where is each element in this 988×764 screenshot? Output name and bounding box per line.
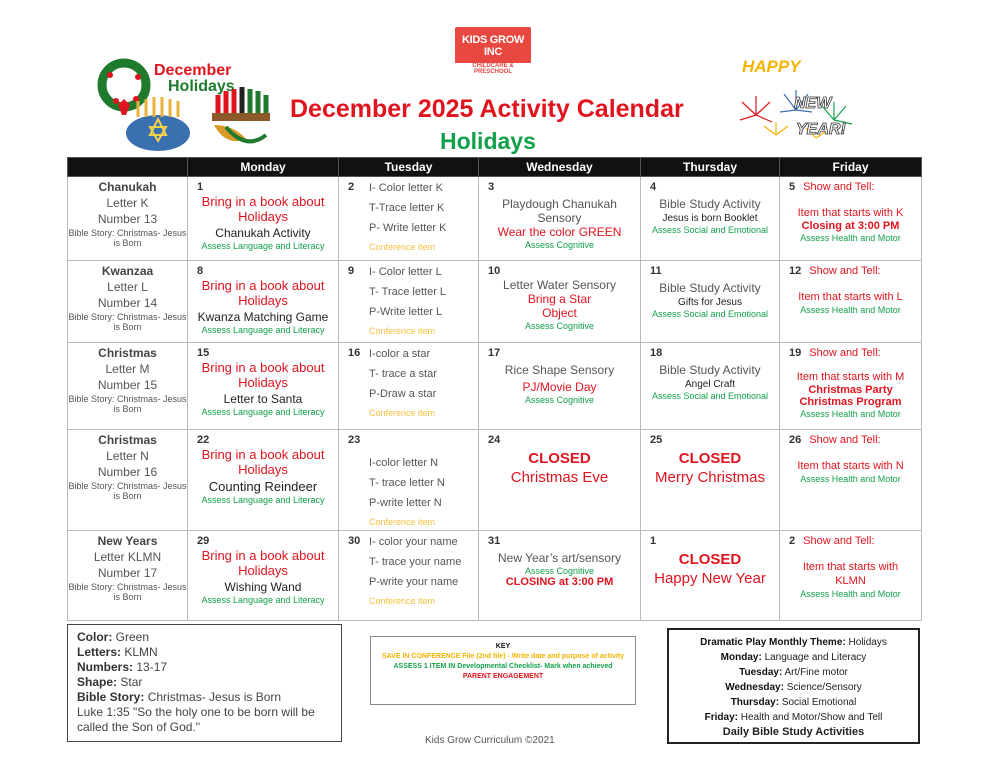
header-wednesday: Wednesday	[479, 158, 641, 177]
week-theme: New Years	[97, 534, 158, 548]
day-cell-friday	[780, 261, 922, 343]
assess-label: Assess Health and Motor	[800, 233, 901, 243]
assess-label: Assess Health and Motor	[800, 589, 901, 599]
friday-item: Item that starts with KLMN	[802, 561, 899, 587]
summary-numbers-value: 13-17	[136, 660, 168, 674]
closed-reason: Christmas Eve	[510, 469, 609, 486]
monday-book-note: Bring in a book about Holidays	[201, 447, 325, 477]
logo-line1: KIDS GROW INC	[461, 34, 525, 58]
theme-wednesday	[669, 680, 918, 695]
week-number: Number 16	[97, 465, 158, 479]
header-blank	[68, 158, 188, 177]
conference-item: Conference item	[369, 517, 436, 527]
assess-label: Assess Health and Motor	[800, 474, 901, 484]
key-box	[370, 636, 636, 705]
theme-monthly-value: Holidays	[848, 637, 887, 648]
assess-label: Assess Language and Literacy	[201, 595, 325, 605]
day-number: 3	[488, 181, 495, 193]
weekly-themes-box	[667, 628, 920, 744]
week-theme: Kwanzaa	[101, 264, 154, 278]
monday-activity: Kwanza Matching Game	[197, 310, 329, 324]
theme-friday-value: Health and Motor/Show and Tell	[740, 712, 883, 723]
day-cell-wednesday	[479, 430, 641, 531]
thursday-detail: Jesus is born Booklet	[662, 213, 758, 224]
footer-copyright: Kids Grow Curriculum ©2021	[425, 735, 555, 746]
closed-label: CLOSED	[528, 450, 591, 467]
week-number: Number 14	[97, 296, 158, 310]
day-cell-thursday	[641, 531, 780, 621]
summary-color	[77, 630, 332, 645]
day-cell-friday	[780, 343, 922, 430]
day-number: 1	[650, 535, 657, 547]
svg-text:Holidays: Holidays	[168, 78, 235, 95]
assess-label: Assess Cognitive	[524, 566, 595, 576]
day-cell-monday	[188, 261, 339, 343]
day-cell-thursday	[641, 430, 780, 531]
tuesday-line-3: P- Write letter K	[369, 222, 447, 234]
wednesday-activity: Letter Water Sensory	[503, 278, 616, 292]
day-cell-wednesday	[479, 261, 641, 343]
conference-item: Conference item	[369, 408, 436, 418]
day-number: 19	[789, 347, 802, 359]
day-cell-friday	[780, 531, 922, 621]
monday-book-note: Bring in a book about Holidays	[201, 278, 325, 308]
friday-extra-1: Closing at 3:00 PM	[801, 220, 900, 232]
summary-color-label: Color:	[77, 630, 113, 644]
summary-shape	[77, 675, 332, 690]
week-theme: Christmas	[98, 346, 157, 360]
assess-label: Assess Social and Emotional	[651, 225, 769, 235]
friday-item: Item that starts with M	[796, 371, 905, 383]
week-row	[68, 343, 922, 430]
show-and-tell-label: Show and Tell:	[803, 535, 875, 547]
week-story: Bible Story: Christmas- Jesus is Born	[68, 312, 187, 332]
wednesday-note: Wear the color GREEN	[497, 225, 622, 239]
assess-label: Assess Cognitive	[524, 395, 595, 405]
tuesday-line-3: P-Write letter L	[369, 306, 443, 318]
day-cell-wednesday	[479, 531, 641, 621]
assess-label: Assess Cognitive	[524, 240, 595, 250]
page-title: December 2025 Activity Calendar	[290, 95, 684, 123]
theme-tuesday	[669, 665, 918, 680]
day-number: 8	[197, 265, 204, 277]
day-number: 1	[197, 181, 204, 193]
week-row	[68, 531, 922, 621]
header-tuesday: Tuesday	[339, 158, 479, 177]
week-number: Number 17	[97, 566, 158, 580]
closed-reason: Happy New Year	[654, 570, 766, 587]
key-parent: PARENT ENGAGEMENT	[462, 673, 544, 680]
day-number: 23	[348, 434, 361, 446]
show-and-tell-label: Show and Tell:	[809, 347, 881, 359]
summary-verse: Luke 1:35 "So the holy one to be born will be called the Son of God."	[77, 705, 315, 734]
day-cell-tuesday	[339, 430, 479, 531]
show-and-tell-label: Show and Tell:	[803, 181, 875, 193]
day-cell-wednesday	[479, 343, 641, 430]
friday-extra-1: Christmas Party	[808, 384, 893, 396]
wednesday-activity: Rice Shape Sensory	[504, 363, 615, 377]
day-number: 10	[488, 265, 501, 277]
summary-numbers-label: Numbers:	[77, 660, 134, 674]
day-cell-monday	[188, 430, 339, 531]
tuesday-line-2: T- Trace letter L	[369, 286, 447, 298]
svg-text:December: December	[154, 62, 232, 79]
closed-reason: Merry Christmas	[654, 469, 765, 486]
ny-text-2: NEW	[794, 95, 832, 112]
tuesday-line-1: I-color letter N	[369, 457, 439, 469]
friday-head	[789, 434, 881, 446]
monday-activity: Letter to Santa	[223, 392, 303, 406]
week-row	[68, 177, 922, 261]
logo-line2: CHILDCARE & PRESCHOOL	[455, 63, 531, 75]
theme-friday-label: Friday:	[704, 712, 738, 723]
conference-item: Conference item	[369, 326, 436, 336]
theme-friday	[669, 710, 918, 725]
conference-item: Conference item	[369, 242, 436, 252]
day-cell-friday	[780, 177, 922, 261]
theme-monday-label: Monday:	[720, 652, 762, 663]
week-number: Number 15	[97, 378, 158, 392]
conference-item: Conference item	[369, 596, 436, 606]
kids-grow-logo	[455, 27, 531, 75]
theme-monday-value: Language and Literacy	[764, 652, 867, 663]
day-number: 30	[348, 535, 361, 547]
day-cell-monday	[188, 343, 339, 430]
week-number: Number 13	[97, 212, 158, 226]
tuesday-line-2: T- trace letter N	[369, 477, 445, 489]
header-friday: Friday	[780, 158, 922, 177]
week-row	[68, 430, 922, 531]
friday-item: Item that starts with K	[797, 207, 904, 219]
week-info	[68, 261, 188, 343]
show-and-tell-label: Show and Tell:	[809, 434, 881, 446]
theme-wednesday-value: Science/Sensory	[786, 682, 862, 693]
monday-book-note: Bring in a book about Holidays	[201, 360, 325, 390]
day-number: 9	[348, 265, 355, 277]
activity-calendar	[67, 157, 922, 621]
closed-label: CLOSED	[678, 551, 742, 568]
day-cell-friday	[780, 430, 922, 531]
week-story: Bible Story: Christmas- Jesus is Born	[68, 228, 187, 248]
tuesday-line-2: T-Trace letter K	[369, 202, 445, 214]
assess-label: Assess Cognitive	[524, 321, 595, 331]
day-cell-tuesday	[339, 261, 479, 343]
day-cell-tuesday	[339, 531, 479, 621]
monday-activity: Counting Reindeer	[208, 479, 318, 494]
wednesday-note: Bring a Star Object	[527, 292, 592, 320]
theme-thursday-label: Thursday:	[730, 697, 780, 708]
summary-letters-value: KLMN	[124, 645, 158, 659]
page-subtitle: Holidays	[440, 128, 536, 154]
week-letter: Letter L	[107, 280, 148, 294]
friday-item: Item that starts with N	[797, 460, 904, 472]
summary-story-label: Bible Story:	[77, 690, 145, 704]
friday-head	[789, 535, 874, 547]
assess-label: Assess Language and Literacy	[201, 495, 325, 505]
day-cell-thursday	[641, 261, 780, 343]
day-cell-tuesday	[339, 177, 479, 261]
week-letter: Letter M	[105, 362, 150, 376]
friday-head	[789, 347, 881, 359]
day-number: 24	[488, 434, 501, 446]
week-letter: Letter KLMN	[93, 550, 162, 564]
summary-numbers	[77, 660, 332, 675]
day-number: 2	[789, 535, 796, 547]
thursday-detail: Angel Craft	[684, 379, 736, 390]
day-number: 22	[197, 434, 210, 446]
monday-activity: Wishing Wand	[224, 580, 302, 594]
tuesday-line-3: P-write your name	[369, 576, 459, 588]
week-story: Bible Story: Christmas- Jesus is Born	[68, 582, 187, 602]
day-number: 12	[789, 265, 802, 277]
tuesday-line-2: T- trace a star	[369, 368, 437, 380]
day-number: 5	[789, 181, 796, 193]
tuesday-line-1: I-color a star	[369, 348, 431, 360]
assess-label: Assess Language and Literacy	[201, 241, 325, 251]
day-number: 15	[197, 347, 210, 359]
monday-book-note: Bring in a book about Holidays	[201, 548, 325, 578]
show-and-tell-label: Show and Tell:	[809, 265, 881, 277]
week-row	[68, 261, 922, 343]
closed-label: CLOSED	[678, 450, 742, 467]
day-number: 4	[650, 181, 657, 193]
theme-thursday-value: Social Emotional	[781, 697, 857, 708]
week-info	[68, 531, 188, 621]
theme-monthly-label: Dramatic Play Monthly Theme:	[700, 637, 846, 648]
assess-label: Assess Social and Emotional	[651, 391, 769, 401]
summary-color-value: Green	[115, 630, 150, 644]
week-info	[68, 177, 188, 261]
thursday-activity: Bible Study Activity	[659, 281, 761, 295]
friday-head	[789, 265, 881, 277]
day-cell-monday	[188, 531, 339, 621]
week-info	[68, 343, 188, 430]
key-title: KEY	[495, 643, 511, 650]
tuesday-line-1: I- Color letter K	[369, 182, 443, 194]
summary-letters-label: Letters:	[77, 645, 122, 659]
day-number: 26	[789, 434, 802, 446]
closing-early-note: CLOSING at 3:00 PM	[505, 576, 614, 588]
day-cell-monday	[188, 177, 339, 261]
summary-shape-value: Star	[120, 675, 143, 689]
friday-item: Item that starts with L	[798, 291, 903, 303]
day-number: 11	[650, 265, 662, 277]
thursday-activity: Bible Study Activity	[659, 363, 761, 377]
header-monday: Monday	[188, 158, 339, 177]
tuesday-line-3: P-write letter N	[369, 497, 442, 509]
theme-wednesday-label: Wednesday:	[725, 682, 784, 693]
day-cell-thursday	[641, 177, 780, 261]
monday-activity: Chanukah Activity	[215, 226, 311, 240]
wednesday-activity: New Year’s art/sensory	[498, 551, 621, 565]
day-number: 25	[650, 434, 663, 446]
wednesday-note: PJ/Movie Day	[522, 380, 597, 394]
theme-tuesday-label: Tuesday:	[739, 667, 783, 678]
ny-text-3: YEAR!	[796, 121, 846, 138]
friday-extra-2: Christmas Program	[799, 396, 902, 408]
day-cell-wednesday	[479, 177, 641, 261]
assess-label: Assess Health and Motor	[800, 305, 901, 315]
assess-label: Assess Language and Literacy	[201, 407, 325, 417]
summary-story-value: Christmas- Jesus is Born	[147, 690, 282, 704]
assess-label: Assess Language and Literacy	[201, 325, 325, 335]
happy-new-year-art	[736, 50, 856, 150]
friday-head	[789, 181, 874, 193]
tuesday-line-2: T- trace your name	[369, 556, 462, 568]
theme-thursday	[669, 695, 918, 710]
assess-label: Assess Health and Motor	[800, 409, 901, 419]
header-thursday: Thursday	[641, 158, 780, 177]
summary-letters	[77, 645, 332, 660]
ny-text-1: HAPPY	[742, 57, 801, 76]
day-number: 16	[348, 347, 361, 359]
theme-monthly	[669, 635, 918, 650]
tuesday-line-1: I- color your name	[369, 536, 458, 548]
summary-story	[77, 690, 332, 705]
monthly-summary-box	[67, 624, 342, 742]
day-number: 2	[348, 181, 355, 193]
week-info	[68, 430, 188, 531]
december-holidays-art	[96, 55, 271, 155]
day-cell-tuesday	[339, 343, 479, 430]
week-story: Bible Story: Christmas- Jesus is Born	[68, 481, 187, 501]
monday-book-note: Bring in a book about Holidays	[201, 194, 325, 224]
day-number: 18	[650, 347, 663, 359]
wednesday-activity: Playdough Chanukah Sensory	[502, 197, 617, 225]
tuesday-line-3: P-Draw a star	[369, 388, 437, 400]
week-theme: Chanukah	[98, 180, 157, 194]
week-theme: Christmas	[98, 433, 157, 447]
tuesday-line-1: I- Color letter L	[369, 266, 442, 278]
day-number: 31	[488, 535, 501, 547]
theme-tuesday-value: Art/Fine motor	[784, 667, 848, 678]
day-number: 17	[488, 347, 501, 359]
week-letter: Letter K	[106, 196, 149, 210]
header-row	[68, 158, 922, 177]
week-letter: Letter N	[106, 449, 149, 463]
assess-label: Assess Social and Emotional	[651, 309, 769, 319]
key-assess: ASSESS 1 ITEM IN Developmental Checklist- Mark when achieved	[393, 663, 613, 670]
key-conference: SAVE IN CONFERENCE File (2nd file) - Write date and purpose of activity	[381, 653, 625, 660]
day-number: 29	[197, 535, 210, 547]
summary-shape-label: Shape:	[77, 675, 118, 689]
thursday-detail: Gifts for Jesus	[678, 297, 742, 308]
day-cell-thursday	[641, 343, 780, 430]
week-story: Bible Story: Christmas- Jesus is Born	[68, 394, 187, 414]
theme-monday	[669, 650, 918, 665]
thursday-activity: Bible Study Activity	[659, 197, 761, 211]
theme-bible-study: Daily Bible Study Activities	[722, 726, 865, 738]
